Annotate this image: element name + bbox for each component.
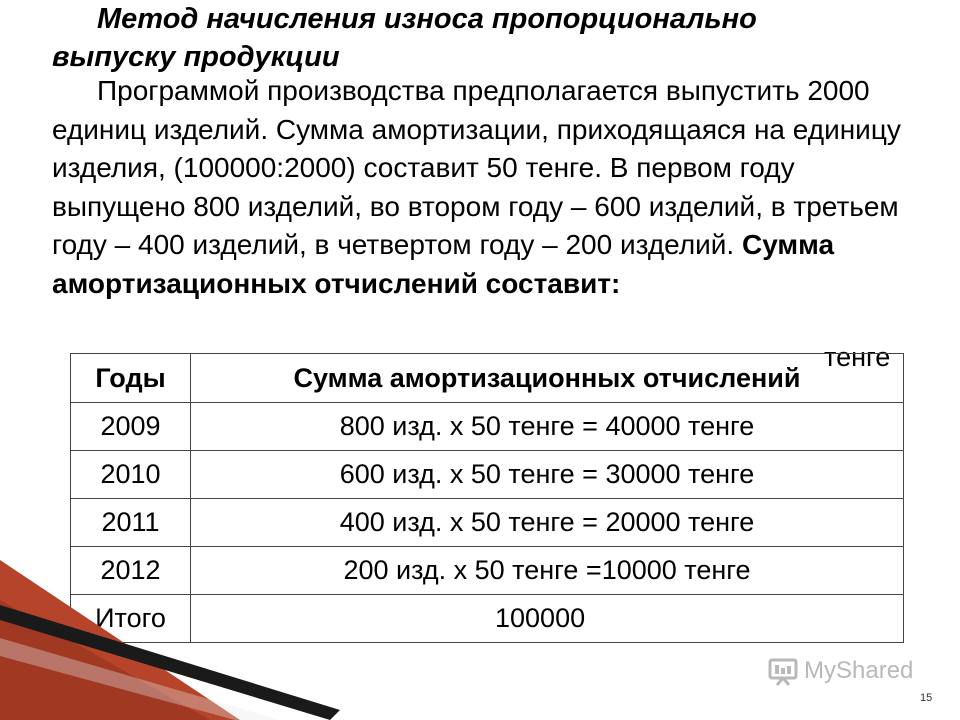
row-amount: 800 изд. х 50 тенге = 40000 тенге bbox=[191, 403, 904, 451]
header-amount: Сумма амортизационных отчислений bbox=[191, 354, 904, 403]
watermark-logo bbox=[768, 656, 913, 686]
header-years: Годы bbox=[71, 354, 191, 403]
total-value: 100000 bbox=[191, 595, 904, 643]
problem-body: Программой производства предполагается выпустить 2000 единиц изделий. Сумма амортизации, приходящаяся на единицу изделия, (100000:2000) составит 50 тенге. В первом году выпущено 800 изделий, во втором году – 600 изделий, в третьем году – 400 изделий, в четвертом году – 200 изделий. bbox=[52, 75, 901, 260]
title-line-1: Метод начисления износа пропорционально bbox=[97, 3, 757, 35]
table-header-row bbox=[71, 354, 904, 403]
page-number: 15 bbox=[920, 692, 933, 704]
row-year: 2009 bbox=[71, 403, 191, 451]
table-row bbox=[71, 499, 904, 547]
row-year: 2011 bbox=[71, 499, 191, 547]
total-label: Итого bbox=[71, 595, 191, 643]
presentation-icon bbox=[768, 656, 798, 686]
row-year: 2012 bbox=[71, 547, 191, 595]
watermark-text: MyShared bbox=[804, 657, 914, 684]
row-amount: 400 изд. х 50 тенге = 20000 тенге bbox=[191, 499, 904, 547]
row-amount: 200 изд. х 50 тенге =10000 тенге bbox=[191, 547, 904, 595]
corner-decoration bbox=[0, 560, 340, 720]
slide-title bbox=[52, 0, 912, 76]
problem-question: Сумма амортизационных отчислений составит: bbox=[52, 229, 835, 299]
unit-label: тенге bbox=[824, 342, 891, 372]
table-row bbox=[71, 451, 904, 499]
title-line-2: выпуску продукции bbox=[52, 41, 340, 73]
row-amount: 600 изд. х 50 тенге = 30000 тенге bbox=[191, 451, 904, 499]
table-row bbox=[71, 403, 904, 451]
problem-text bbox=[52, 72, 932, 303]
row-year: 2010 bbox=[71, 451, 191, 499]
